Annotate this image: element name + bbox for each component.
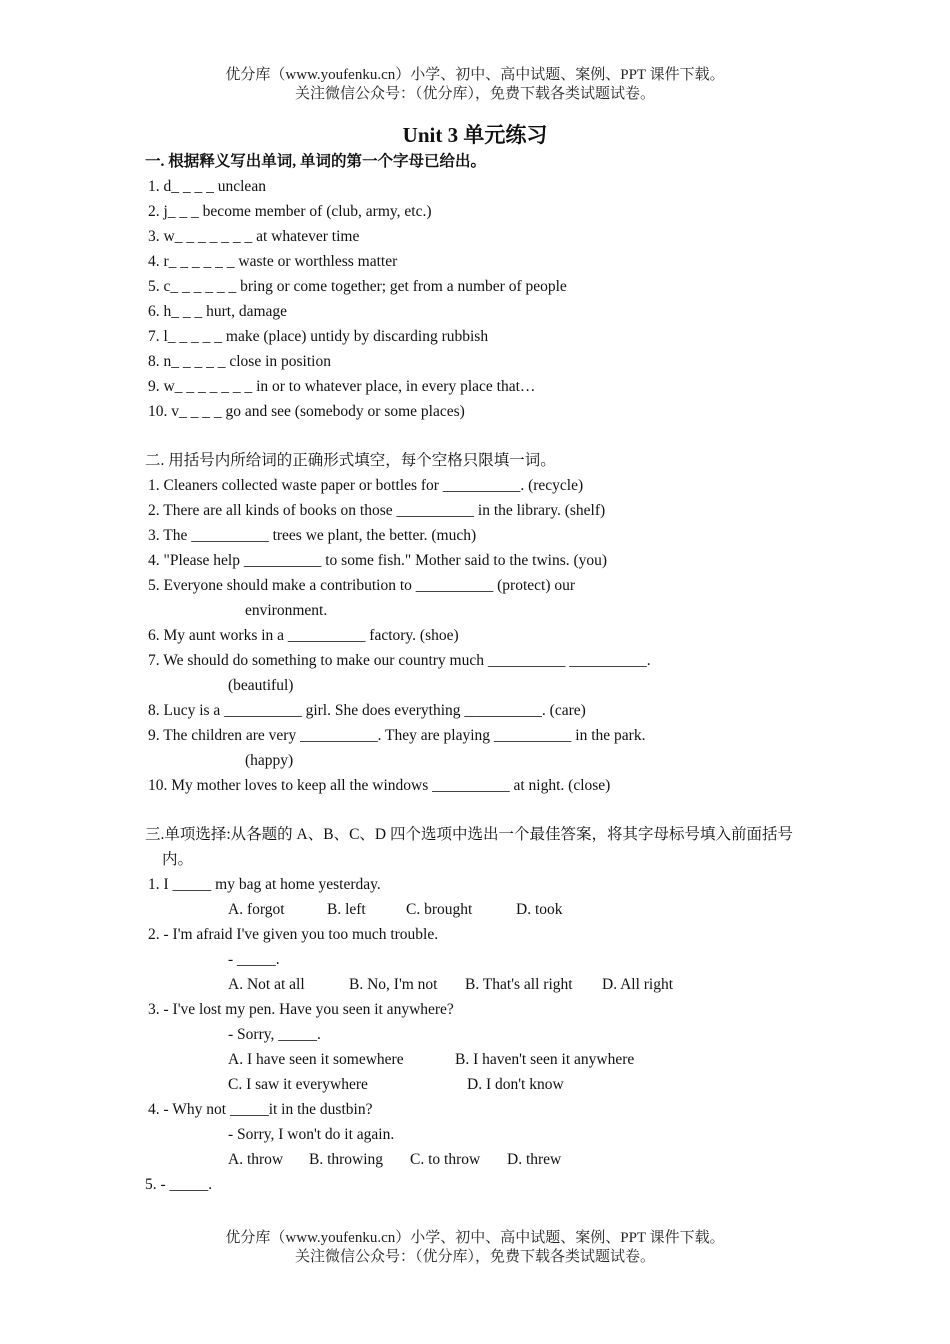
- footer-line-1: 优分库（www.youfenku.cn）小学、初中、高中试题、案例、PPT 课件下载。: [225, 1230, 725, 1246]
- section-2-item: 9. The children are very __________. They are playing __________ in the park.: [148, 727, 646, 744]
- option-c: C. I saw it everywhere: [228, 1076, 368, 1093]
- section-2-item: 5. Everyone should make a contribution to __________ (protect) our: [148, 577, 576, 594]
- option-d: D. took: [516, 901, 563, 918]
- option-d: D. All right: [602, 976, 674, 993]
- option-a: A. Not at all: [228, 976, 305, 993]
- option-d: D. I don't know: [467, 1076, 564, 1093]
- option-a: A. throw: [228, 1151, 284, 1168]
- question-2-reply: - _____.: [228, 951, 280, 968]
- section-2-item-continuation: environment.: [245, 602, 328, 619]
- section-1-item: 5. c_ _ _ _ _ _ bring or come together; get from a number of people: [148, 278, 567, 295]
- section-3-heading: 三.单项选择:从各题的 A、B、C、D 四个选项中选出一个最佳答案，将其字母标号填入前面括号: [145, 826, 793, 843]
- question-4-reply: - Sorry, I won't do it again.: [228, 1126, 395, 1143]
- section-1-item: 4. r_ _ _ _ _ _ waste or worthless matter: [148, 253, 398, 270]
- section-1-heading: 一. 根据释义写出单词, 单词的第一个字母已给出。: [145, 153, 487, 170]
- section-1-item: 2. j_ _ _ become member of (club, army, etc.): [148, 203, 432, 220]
- question-5-stem: 5. - _____.: [145, 1176, 213, 1193]
- question-3-reply: - Sorry, _____.: [228, 1026, 321, 1043]
- question-2-options: [145, 972, 815, 997]
- question-2-stem: 2. - I'm afraid I've given you too much trouble.: [148, 926, 439, 943]
- page-header: [0, 66, 950, 104]
- section-1-item: 9. w_ _ _ _ _ _ _ in or to whatever place, in every place that…: [148, 378, 536, 395]
- section-3-heading-continuation: 内。: [162, 851, 194, 868]
- option-a: A. I have seen it somewhere: [228, 1051, 404, 1068]
- section-1-item: 1. d_ _ _ _ unclean: [148, 178, 266, 195]
- question-3-options-row-1: [145, 1047, 815, 1072]
- option-b: B. throwing: [309, 1151, 384, 1168]
- option-c: C. brought: [406, 901, 473, 918]
- section-spacer: [145, 798, 815, 822]
- section-2-item-continuation: (happy): [245, 752, 294, 769]
- question-4-stem: 4. - Why not _____it in the dustbin?: [148, 1101, 373, 1118]
- option-b: B. I haven't seen it anywhere: [455, 1051, 635, 1068]
- section-2-item: 8. Lucy is a __________ girl. She does everything __________. (care): [148, 702, 586, 719]
- option-d: D. threw: [507, 1151, 562, 1168]
- section-spacer: [145, 424, 815, 448]
- question-4-options: [145, 1147, 815, 1172]
- header-line-2: 关注微信公众号：（优分库），免费下载各类试题试卷。: [294, 86, 655, 102]
- section-2-item: 4. "Please help __________ to some fish." Mother said to the twins. (you): [148, 552, 608, 569]
- section-1-item: 6. h_ _ _ hurt, damage: [148, 303, 288, 320]
- footer-line-2: 关注微信公众号：（优分库），免费下载各类试题试卷。: [294, 1249, 655, 1265]
- option-b: B. left: [327, 901, 366, 918]
- header-line-1: 优分库（www.youfenku.cn）小学、初中、高中试题、案例、PPT 课件下载。: [225, 67, 725, 83]
- section-2-item: 3. The __________ trees we plant, the better. (much): [148, 527, 477, 544]
- question-1-stem: 1. I _____ my bag at home yesterday.: [148, 876, 381, 893]
- section-1-item: 7. l_ _ _ _ _ make (place) untidy by discarding rubbish: [148, 328, 489, 345]
- section-2-item: 6. My aunt works in a __________ factory. (shoe): [148, 627, 459, 644]
- section-2-heading: 二. 用括号内所给词的正确形式填空，每个空格只限填一词。: [145, 452, 556, 469]
- section-2-item-continuation: (beautiful): [228, 677, 294, 694]
- option-b: B. No, I'm not: [349, 976, 438, 993]
- option-c: B. That's all right: [465, 976, 573, 993]
- section-2-item: 1. Cleaners collected waste paper or bottles for __________. (recycle): [148, 477, 584, 494]
- option-a: A. forgot: [228, 901, 285, 918]
- page-footer: [0, 1229, 950, 1267]
- option-c: C. to throw: [410, 1151, 481, 1168]
- section-1-item: 10. v_ _ _ _ go and see (somebody or some places): [148, 403, 465, 420]
- question-1-options: [145, 897, 815, 922]
- question-3-options-row-2: [145, 1072, 815, 1097]
- section-1-item: 8. n_ _ _ _ _ close in position: [148, 353, 331, 370]
- section-2-item: 2. There are all kinds of books on those __________ in the library. (shelf): [148, 502, 606, 519]
- section-1-item: 3. w_ _ _ _ _ _ _ at whatever time: [148, 228, 360, 245]
- section-2-item: 7. We should do something to make our country much __________ __________.: [148, 652, 651, 669]
- section-2-item: 10. My mother loves to keep all the windows __________ at night. (close): [148, 777, 611, 794]
- question-3-stem: 3. - I've lost my pen. Have you seen it anywhere?: [148, 1001, 454, 1018]
- worksheet-content: [145, 149, 815, 1197]
- page-title: Unit 3 单元练习: [402, 123, 548, 147]
